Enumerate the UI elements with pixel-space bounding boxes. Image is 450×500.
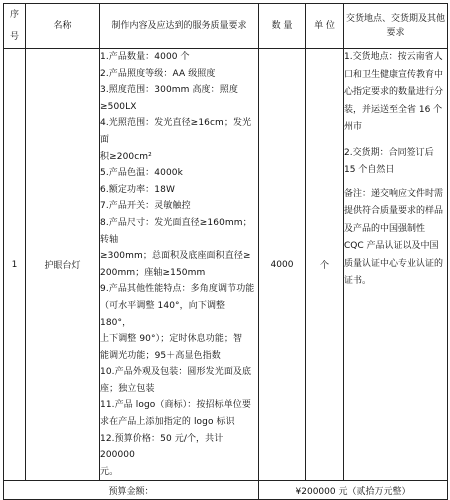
requirement-line: 5.产品色温：4000k: [100, 168, 183, 179]
procurement-spec-table: [3, 3, 448, 500]
budget-value: ¥200000 元（贰拾万元整）: [259, 481, 448, 500]
requirement-line: 积≥200cm²: [100, 151, 152, 162]
requirement-line: 10.产品外观及包装：圆形发光面及底: [100, 367, 252, 378]
budget-row: [4, 481, 448, 500]
requirement-line: 上下调整 90°）；定时休息功能；智: [100, 334, 243, 345]
requirement-line: 8.产品尺寸：发光面直径≥160mm；转轴: [100, 217, 252, 245]
table-row: [4, 49, 448, 481]
row-unit: 个: [306, 49, 344, 481]
requirement-line: 6.额定功率：18W: [100, 184, 175, 195]
header-row: [4, 4, 448, 49]
header-seq: [4, 4, 26, 49]
requirement-line: 座；独立包装: [100, 383, 155, 394]
requirement-line: 2.产品照度等级：AA 级照度: [100, 68, 216, 79]
requirement-line: ≥300mm；总面积及底座面积直径≥: [100, 251, 251, 262]
header-requirements: 制作内容及应达到的服务质量要求: [100, 4, 259, 49]
delivery-period: 2.交货期：合同签订后 15 个自然日: [344, 147, 434, 175]
requirement-line: 3.照度范围：300mm 高度：照度≥500LX: [100, 85, 238, 112]
requirement-line: 12.预算价格：50 元/个，共计 200000: [100, 433, 227, 461]
row-name: 护眼台灯: [26, 49, 100, 481]
requirement-line: 11.产品 logo（商标）：按招标单位要: [100, 400, 252, 411]
row-quantity: 4000: [259, 49, 306, 481]
requirements-cell: [100, 49, 259, 481]
header-delivery: 交货地点、交货期及其他要求: [344, 4, 448, 49]
header-unit: 单 位: [306, 4, 344, 49]
requirement-line: 200mm；座轴≥150mm: [100, 267, 206, 278]
header-seq-line1: 序: [9, 10, 19, 20]
requirement-line: 1.产品数量：4000 个: [100, 52, 190, 62]
requirement-line: （可水平调整 140°，向下调整 180°，: [100, 300, 229, 328]
header-name: 名称: [26, 4, 100, 49]
requirement-line: 能调光功能；95＋高显色指数: [100, 350, 221, 361]
requirement-line: 9.产品其他性能特点：多角度调节功能: [100, 284, 255, 295]
header-quantity: 数 量: [259, 4, 306, 49]
requirement-line: 4.光照范围：发光直径≥16cm；发光面: [100, 118, 252, 145]
row-seq: 1: [4, 49, 26, 481]
delivery-remarks: 备注：递交响应文件时需提供符合质量要求的样品及产品的中国强制性 CQC 产品认证以及中国质量认证中心专业认证的证书。: [344, 188, 444, 286]
delivery-location: 1.交货地点：按云南省人口和卫生健康宣传教育中心指定要求的数量进行分装，并运送至全省 16 个州市: [344, 52, 444, 132]
delivery-cell: [344, 49, 448, 481]
requirement-line: 7.产品开关：灵敏触控: [100, 201, 191, 212]
requirement-line: 求在产品上添加指定的 logo 标识: [100, 417, 235, 428]
header-seq-line2: 号: [9, 32, 19, 42]
requirement-line: 元。: [100, 466, 119, 477]
budget-label: 预算金额：: [4, 481, 259, 500]
